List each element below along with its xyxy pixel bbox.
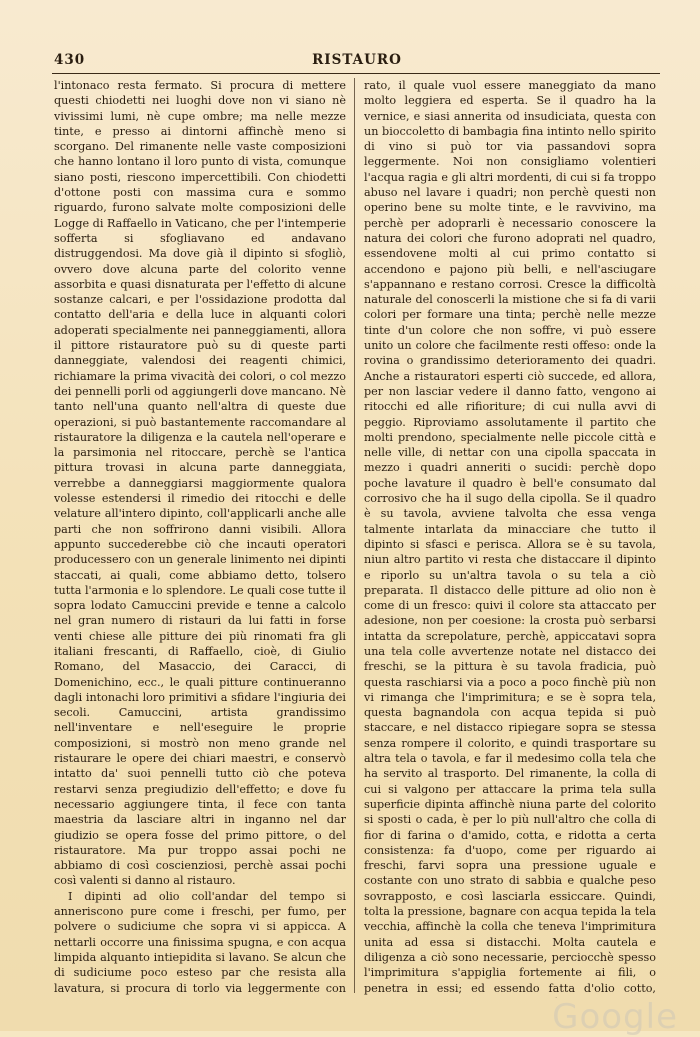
paragraph: rato, il quale vuol essere maneggiato da mano molto leggiera ed esperta. Se il quadro ha la vernice, e siasi annerita od insudiciata, questa con un bioccoletto di bambagia fina intinto nello spirito di vino si può tor via passandovi sopra leggermente. Noi non consigliamo volentieri l'acqua ragia e gli altri mordenti, di cui si fa troppo abuso nel lavare i quadri; non perchè questi non operino bene su molte tinte, e le ravvivino, ma perchè per adoprarli è necessario conoscere la natura dei colori che furono adoprati nel quadro, essendovene molti al cui primo contatto si accendono e pajono più belli, e nell'asciugare s'appannano e restano corrosi. Cresce la difficoltà naturale del conoscerli la mistione che si fa di varii colori per formare una tinta; perchè nelle mezze tinte d'un colore che non soffre, vi può essere unito un colore che facilmente resti offeso: onde la rovina o grandissimo deterioramento dei quadri. Anche a ristauratori esperti ciò succede, ed allora, per non lasciar vedere il danno fatto, vengono ai ritocchi ed alle rifioriture; di cui nulla avvi di peggio. Riproviamo assolutamente il partito che molti prendono, specialmente nelle piccole città e nelle ville, di nettar con una cipolla spaccata in mezzo i quadri anneriti o sucidi: perchè dopo poche lavature il quadro è bell'e consumato dal corrosivo che ha il sugo della cipolla. Se il quadro è su tavola, avviene talvolta che essa venga talmente intarlata da minacciare che tutto il dipinto si sfasci e perisca. Allora se è su tavola, niun altro partito vi resta che distaccare il dipinto e riporlo su un'altra tavola o su tela a ciò preparata. Il distacco delle pitture ad olio non è come di un fresco: quivi il colore sta attaccato per adesione, non per coesione: la crosta può serbarsi intatta da screpolature, perchè, appiccatavi sopra una tela colle avvertenze notate nel distacco dei freschi, se la pittura è su tavola fradicia, può questa raschiarsi via a poco a poco finchè più non vi rimanga che l'imprimitura; e se è sopra tela, questa bagnandola con acqua tepida si può staccare, e nel distacco ripiegare sopra se stessa senza rompere il colorito, e quindi trasportare su altra tela o tavola, e far il medesimo colla tela che ha servito al trasporto. Del rimanente, la colla di cui si valgono per attaccare la prima tela sulla superficie dipinta affinchè niuna parte del colorito si sposti o cada, è per lo più null'altro che colla di fior di farina o d'amido, cotta, e ridotta a certa consistenza: fa d'uopo, come per riguardo ai freschi, farvi sopra una pressione uguale e costante con uno strato di sabbia e qualche peso sovrapposto, e così lasciarla essiccare. Quindi, tolta la pressione, bagnare con acqua tepida la tela vecchia, affinchè la colla che teneva l'imprimitura unita ad essa si distacchi. Molta cautela e diligenza a ciò sono necessarie, perciocchè spesso l'imprimitura s'appiglia fortemente ai fili, o penetra in essi; ed essendo fatta d'olio cotto, — [364, 79, 656, 995]
right-column — [364, 78, 656, 998]
running-title: RISTAURO — [312, 52, 402, 68]
paragraph: I dipinti ad olio coll'andar del tempo si anneriscono pure come i freschi, per fumo, per polvere o sudiciume che sopra vi si appicca. A nettarli occorre una finissima spugna, e con acqua limpida alquanto intiepidita si lavano. Se alcun che di sudiciume poco esteso par che resista alla lavatura, si procura di torlo via leggermente con — [54, 889, 346, 995]
header-rule — [52, 73, 660, 74]
page-number: 430 — [54, 52, 86, 68]
page-header — [54, 52, 660, 70]
column-divider — [354, 78, 355, 993]
paragraph: l'intonaco resta fermato. Si procura di mettere questi chiodetti nei luoghi dove non vi siano nè vivissimi lumi, nè cupe ombre; ma nelle mezze tinte, e presso ai dintorni affinchè meno si scorgano. Del rimanente nelle vaste composizioni che hanno lontano il loro punto di vista, comunque siano posti, riescono impercettibili. Con chiodetti d'ottone posti con massima cura e sommo riguardo, furono salvate molte composizioni delle Logge di Raffaello in Vaticano, che per l'intemperie sofferta si sfogliavano ed andavano distruggendosi. Ma dove già il dipinto si sfogliò, ovvero dove alcuna parte del colorito venne assorbita e quasi disnaturata per l'effetto di alcune sostanze calcari, e per l'ossidazione prodotta dal contatto dell'aria e della luce in alquanti colori adoperati specialmente nei panneggiamenti, allora il pittore ristauratore può su di queste parti danneggiate, valendosi dei reagenti chimici, richiamare la prima vivacità dei colori, o col mezzo dei pennelli porli od aggiungerli dove mancano. Nè tanto nell'una quanto nell'altra di queste due operazioni, si può bastantemente raccomandare al ristauratore la diligenza e la cautela nell'operare e la parsimonia nel ritoccare, perchè se l'antica pittura trovasi in alcuna parte danneggiata, verrebbe a danneggiarsi maggiormente qualora volesse estendersi il rimedio dei ritocchi e delle velature all'intero dipinto, coll'applicarli anche alle parti che non soffrirono danni visibili. Allora appunto succederebbe ciò che incauti operatori producessero con un generale linimento nei dipinti staccati, ai quali, come abbiamo detto, tolsero tutta l'armonia e lo splendore. Le quali cose tutte il sopra lodato Camuccini previde e tenne a calcolo nel gran numero di ristauri da lui fatti in forse venti chiese alle pitture dei più rinomati fra gli italiani frescanti, di Raffaello, cioè, di Giulio Romano, del Masaccio, dei Caracci, di Domenichino, ecc., le quali pitture continueranno dagli intonachi loro primitivi a sfidare l'ingiuria dei secoli. Camuccini, artista grandissimo nell'inventare e nell'eseguire le proprie composizioni, si mostrò non meno grande nel ristaurare le opere dei chiari maestri, e conservò intatto da' suoi pennelli tutto ciò che poteva restarvi senza pregiudizio dell'effetto; e dove fu necessario aggiungere tinta, il fece con tanta maestria da lasciare altri in inganno nel dar giudizio se opera fosse del primo pittore, o del ristauratore. Ma pur troppo assai pochi ne abbiamo di così coscienziosi, perchè assai pochi così valenti si danno al ristauro. — [54, 79, 346, 888]
left-column — [54, 78, 346, 998]
watermark: Google — [552, 997, 678, 1037]
